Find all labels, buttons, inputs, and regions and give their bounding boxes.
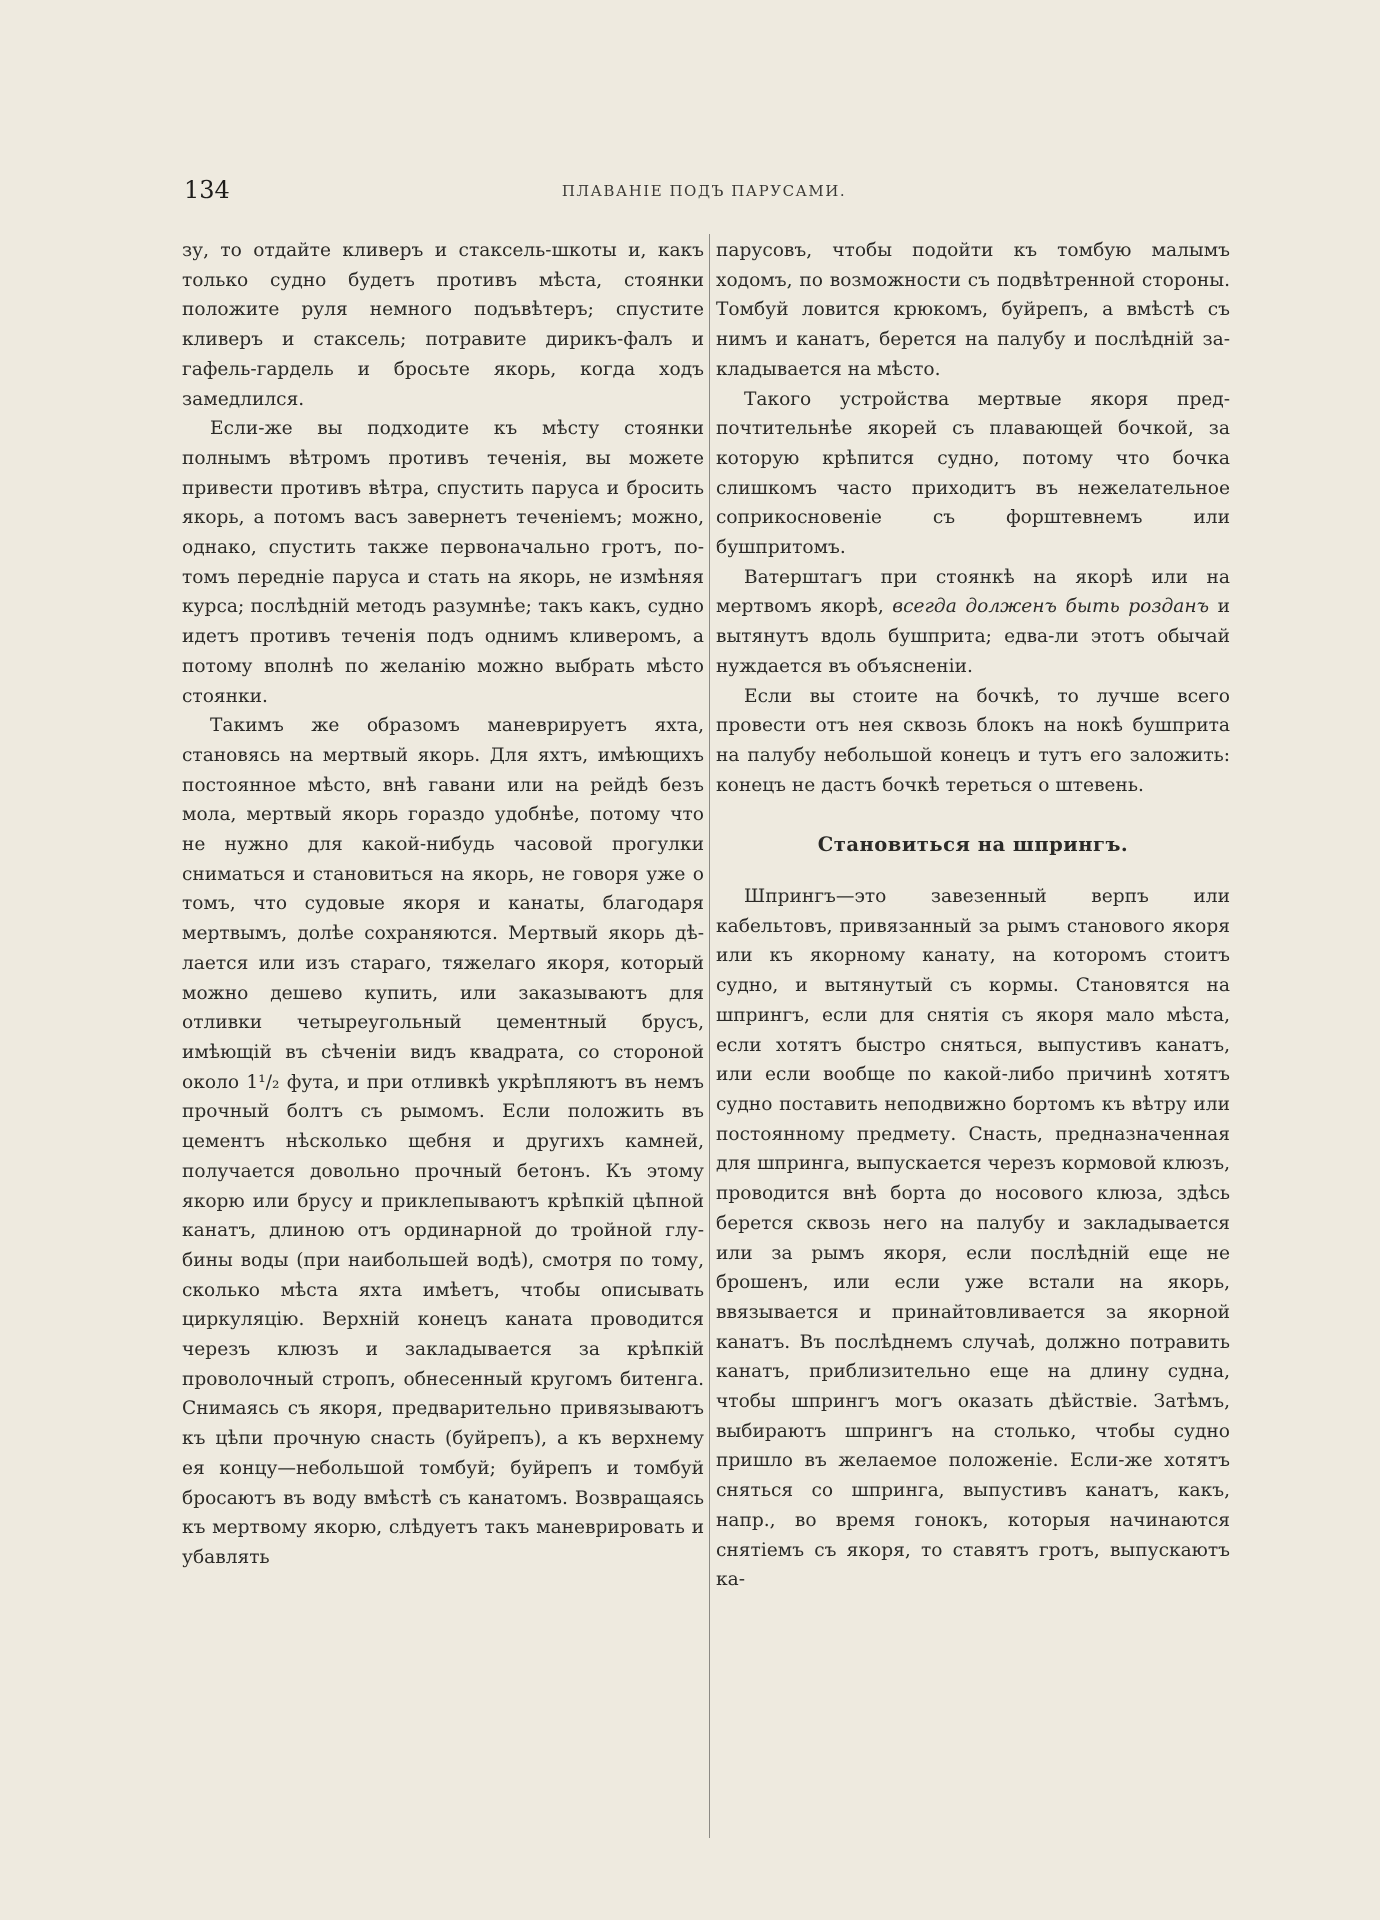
right-paragraph-2: Такого устройства мертвые якоря предпочтительнѣе якорей съ плавающей бочкой, за которую крѣпится судно, потому что бочка слишкомъ часто приходитъ въ нежелательное соприкосновеніе съ форштевнемъ или бушпритомъ. <box>716 388 1230 559</box>
right-paragraph-3-text-end: и вытянутъ вдоль бушприта; едва-ли этотъ обычай нуждается въ объясненіи. <box>716 596 1230 677</box>
left-paragraph-1: зу, то отдайте кливеръ и стаксель-шкоты и, какъ только судно будетъ противъ мѣста, стоянки положите руля немного подъвѣтеръ; спустите кливеръ и стаксель; потравите дирикъ-фалъ и гафель-гардель и бросьте якорь, когда ходъ замедлился. <box>182 240 704 410</box>
running-title: ПЛАВАНІЕ ПОДЪ ПАРУСАМИ. <box>561 182 847 200</box>
right-paragraph-5: Шпрингъ—это завезенный верпъ или кабельтовъ, привязанный за рымъ станового якоря или къ якорному канату, на которомъ стоитъ судно, и вытянутый съ кормы. Становятся на шпрингъ, если для снятія съ якоря мало мѣста, если хотятъ быстро сняться, выпустивъ канатъ, или если вообще по какой-либо причинѣ хотятъ судно поставить неподвижно бортомъ къ вѣтру или постоянному предмету. Снасть, предназначенная для шпринга, выпускается черезъ кормовой клюзъ, проводится внѣ борта до носового клюза, здѣсь берется сквозь него на палубу и закладывается или за рымъ якоря, если послѣдній еще не брошенъ, или если уже встали на якорь, ввязывается и принайтовливается за якорной канатъ. Въ послѣднемъ случаѣ, должно потравить канатъ, приблизительно еще на длину судна, чтобы шпрингъ могъ оказать дѣйствіе. Затѣмъ, выбираютъ шпрингъ на столько, чтобы судно пришло въ желаемое положеніе. Если-же хотятъ сняться со шпринга, выпустивъ канатъ, какъ, напр., во время гонокъ, которыя начинаются снятіемъ съ якоря, то ставятъ гротъ, выпускаютъ ка- <box>716 886 1230 1591</box>
left-paragraph-2: Если-же вы подходите къ мѣсту стоянки полнымъ вѣтромъ противъ теченія, вы можете привести противъ вѣтра, спустить паруса и бросить якорь, а потомъ васъ завернетъ теченіемъ; можно, однако, спустить также первоначально гротъ, потомъ передніе паруса и стать на якорь, не измѣняя курса; послѣдній методъ разумнѣе; такъ какъ, судно идетъ противъ теченія подъ однимъ кливеромъ, а потому вполнѣ по желанію можно выбрать мѣсто стоянки. <box>182 418 704 707</box>
section-heading: Становиться на шпрингъ. <box>817 833 1129 857</box>
right-paragraph-3-emphasis: всегда долженъ быть розданъ <box>892 596 1210 618</box>
left-paragraph-3: Такимъ же образомъ маневрируетъ яхта, становясь на мертвый якорь. Для яхтъ, имѣющихъ постоянное мѣсто, внѣ гавани или на рейдѣ безъ мола, мертвый якорь гораздо удобнѣе, потому что не нужно для какой-нибудь часовой прогулки сниматься и становиться на якорь, не говоря уже о томъ, что судовые якоря и канаты, благодаря мертвымъ, долѣе сохраняются. Мертвый якорь дѣлается или изъ стараго, тяжелаго якоря, который можно дешево купить, или заказываютъ для отливки четыреугольный цементный брусъ, имѣющій въ сѣченіи видъ квадрата, со стороной около 1¹/₂ фута, и при отливкѣ укрѣпляютъ въ немъ прочный болтъ съ рымомъ. Если положить въ цементъ нѣсколько щебня и другихъ камней, получается довольно прочный бетонъ. Къ этому якорю или брусу и приклепываютъ крѣпкій цѣпной канатъ, длиною отъ ординарной до тройной глубины воды (при наибольшей водѣ), смотря по тому, сколько мѣста яхта имѣетъ, чтобы описывать циркуляцію. Верхній конецъ каната проводится черезъ клюзъ и закладывается за крѣпкій проволочный стропъ, обнесенный кругомъ битенга. Снимаясь съ якоря, предварительно привязываютъ къ цѣпи прочную снасть (буйрепъ), а къ верхнему ея концу—небольшой томбуй; буйрепъ и томбуй бросаютъ въ воду вмѣстѣ съ канатомъ. Возвращаясь къ мертвому якорю, слѣдуетъ такъ маневрировать и убавлять <box>182 715 704 1568</box>
right-paragraph-1: парусовъ, чтобы подойти къ томбую малымъ ходомъ, по возможности съ подвѣтренной стороны. Томбуй ловится крюкомъ, буйрепъ, а вмѣстѣ съ нимъ и канатъ, берется на палубу и послѣдній закладывается на мѣсто. <box>716 240 1230 380</box>
right-column <box>716 236 1230 1595</box>
right-paragraph-3 <box>716 563 1230 682</box>
page-number: 134 <box>184 176 230 204</box>
left-column <box>182 236 704 1573</box>
right-paragraph-3-text-start: Ватерштагъ при стоянкѣ на якорѣ или на мертвомъ якорѣ, <box>716 566 1230 618</box>
column-divider <box>709 234 710 1838</box>
right-paragraph-4: Если вы стоите на бочкѣ, то лучше всего провести отъ нея сквозь блокъ на нокѣ бушприта на палубу небольшой конецъ и тутъ его заложить: конецъ не дастъ бочкѣ тереться о штевень. <box>716 685 1230 796</box>
page-header <box>184 176 1224 206</box>
